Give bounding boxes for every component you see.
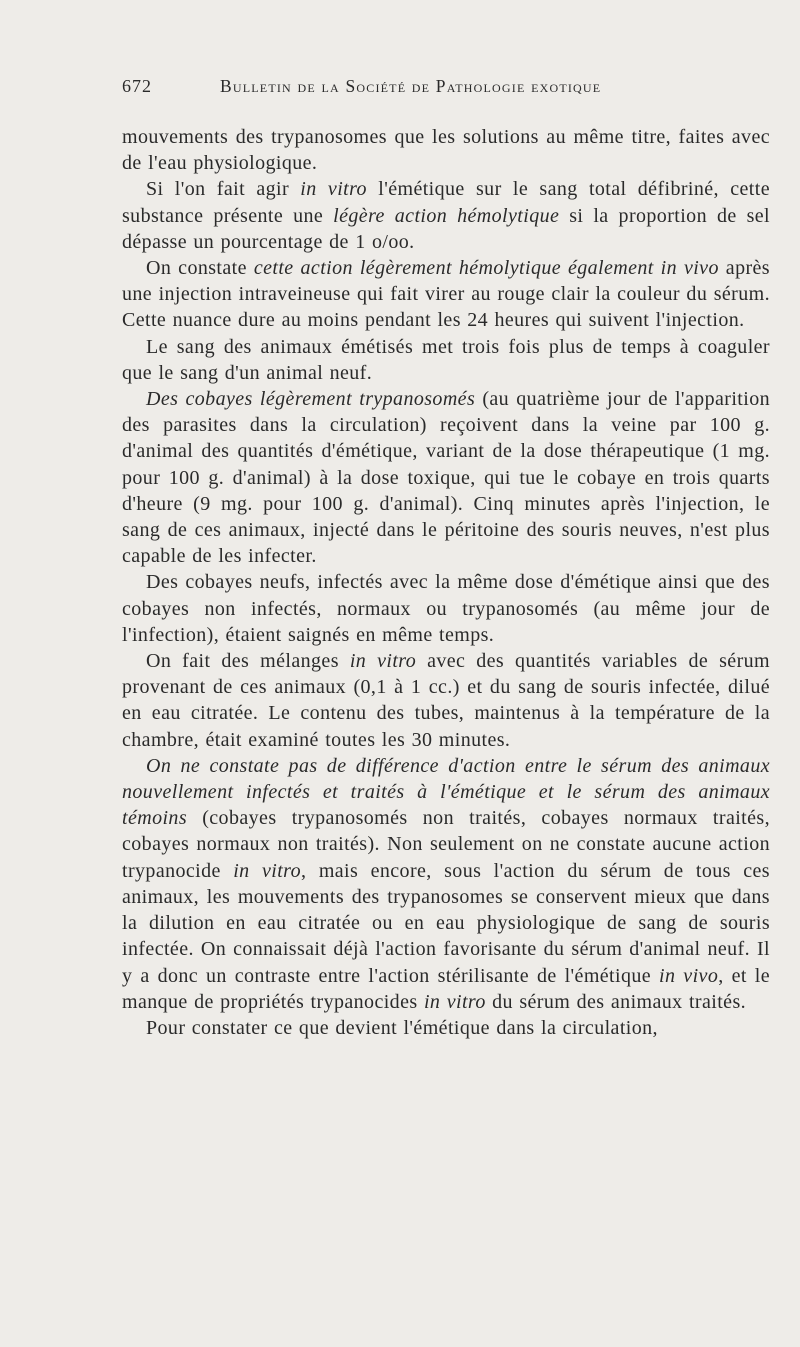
paragraph <box>122 386 770 569</box>
running-title: Bulletin de la Société de Pathologie exotique <box>220 76 602 96</box>
italic-text: in vitro <box>233 859 302 882</box>
page-number: 672 <box>122 76 152 96</box>
italic-text: légère action hémolytique <box>333 204 560 227</box>
paragraph <box>122 753 770 1015</box>
text-segment: On constate <box>146 257 254 280</box>
text-segment: (au quatrième jour de l'apparition des parasites dans la circulation) reçoivent dans la veine par 100 g. d'animal des quantités d'émétique, variant de la dose thérapeutique (1 mg. pour 100 g. d'animal) à la dose toxique, qui tue le cobaye en trois quarts d'heure (9 mg. pour 100 g. d'animal). Cinq minutes après l'injection, le sang de ces animaux, injecté dans le péritoine des souris neuves, n'est plus capable de les infecter. <box>122 388 770 568</box>
italic-text: cette action légèrement hémolytique également in vivo <box>253 257 719 280</box>
italic-text: in vitro <box>423 990 486 1013</box>
paragraph <box>122 1015 770 1041</box>
page-header <box>122 76 692 106</box>
text-segment: Des cobayes neufs, infectés avec la même dose d'émétique ainsi que des cobayes non infectés, normaux ou trypanosomés (au même jour de l'infection), étaient saignés en même temps. <box>122 571 770 646</box>
italic-text: in vitro <box>349 650 417 673</box>
paragraph <box>122 334 770 386</box>
text-segment: l'émétique sur le sang total défibriné, cette substance présente une <box>122 178 770 227</box>
text-segment: (cobayes trypanosomés non traités, cobayes normaux traités, cobayes normaux non traités). Non seulement on ne constate aucune action trypanocide <box>122 807 770 882</box>
text-segment: Pour constater ce que devient l'émétique dans la circulation, <box>146 1016 658 1039</box>
text-segment: si la proportion de sel dépasse un pourcentage de 1 o/oo. <box>122 204 771 253</box>
italic-text: Des cobayes légèrement trypanosomés <box>146 388 476 411</box>
text-segment: Le sang des animaux émétisés met trois fois plus de temps à coaguler que le sang d'un animal neuf. <box>122 335 770 384</box>
text-segment: mouvements des trypanosomes que les solutions au même titre, faites avec de l'eau physiologique. <box>122 126 770 175</box>
paragraph <box>122 176 770 255</box>
italic-text: in vitro <box>300 178 367 201</box>
body-text <box>122 124 770 1041</box>
text-segment: Si l'on fait agir <box>146 178 301 201</box>
italic-text: in vivo <box>659 964 719 987</box>
text-segment: , mais encore, sous l'action du sérum de tous ces animaux, les mouvements des trypanosomes se conservent mieux que dans la dilution en eau citratée ou en eau physiologique de sang de souris infectée. On connaissait déjà l'action favorisante du sérum d'animal neuf. Il y a donc un contraste entre l'action stérilisante de l'émétique <box>122 859 770 987</box>
paragraph <box>122 124 770 176</box>
text-segment: après une injection intraveineuse qui fait virer au rouge clair la couleur du sérum. Cette nuance dure au moins pendant les 24 heures qui suivent l'injection. <box>122 257 770 332</box>
text-segment: avec des quantités variables de sérum provenant de ces animaux (0,1 à 1 cc.) et du sang de souris infectée, dilué en eau citratée. Le contenu des tubes, maintenus à la température de la chambre, était examiné toutes les 30 minutes. <box>122 650 771 751</box>
paragraph <box>122 648 770 753</box>
text-segment: , et le manque de propriétés trypanocides <box>122 964 770 1013</box>
text-segment: du sérum des animaux traités. <box>485 990 747 1013</box>
text-segment: On fait des mélanges <box>146 650 350 673</box>
italic-text: On ne constate pas de différence d'action entre le sérum des animaux nouvellement infectés et traités à l'émétique et le sérum des animaux témoins <box>122 754 770 830</box>
paragraph <box>122 569 770 648</box>
paragraph <box>122 255 770 334</box>
